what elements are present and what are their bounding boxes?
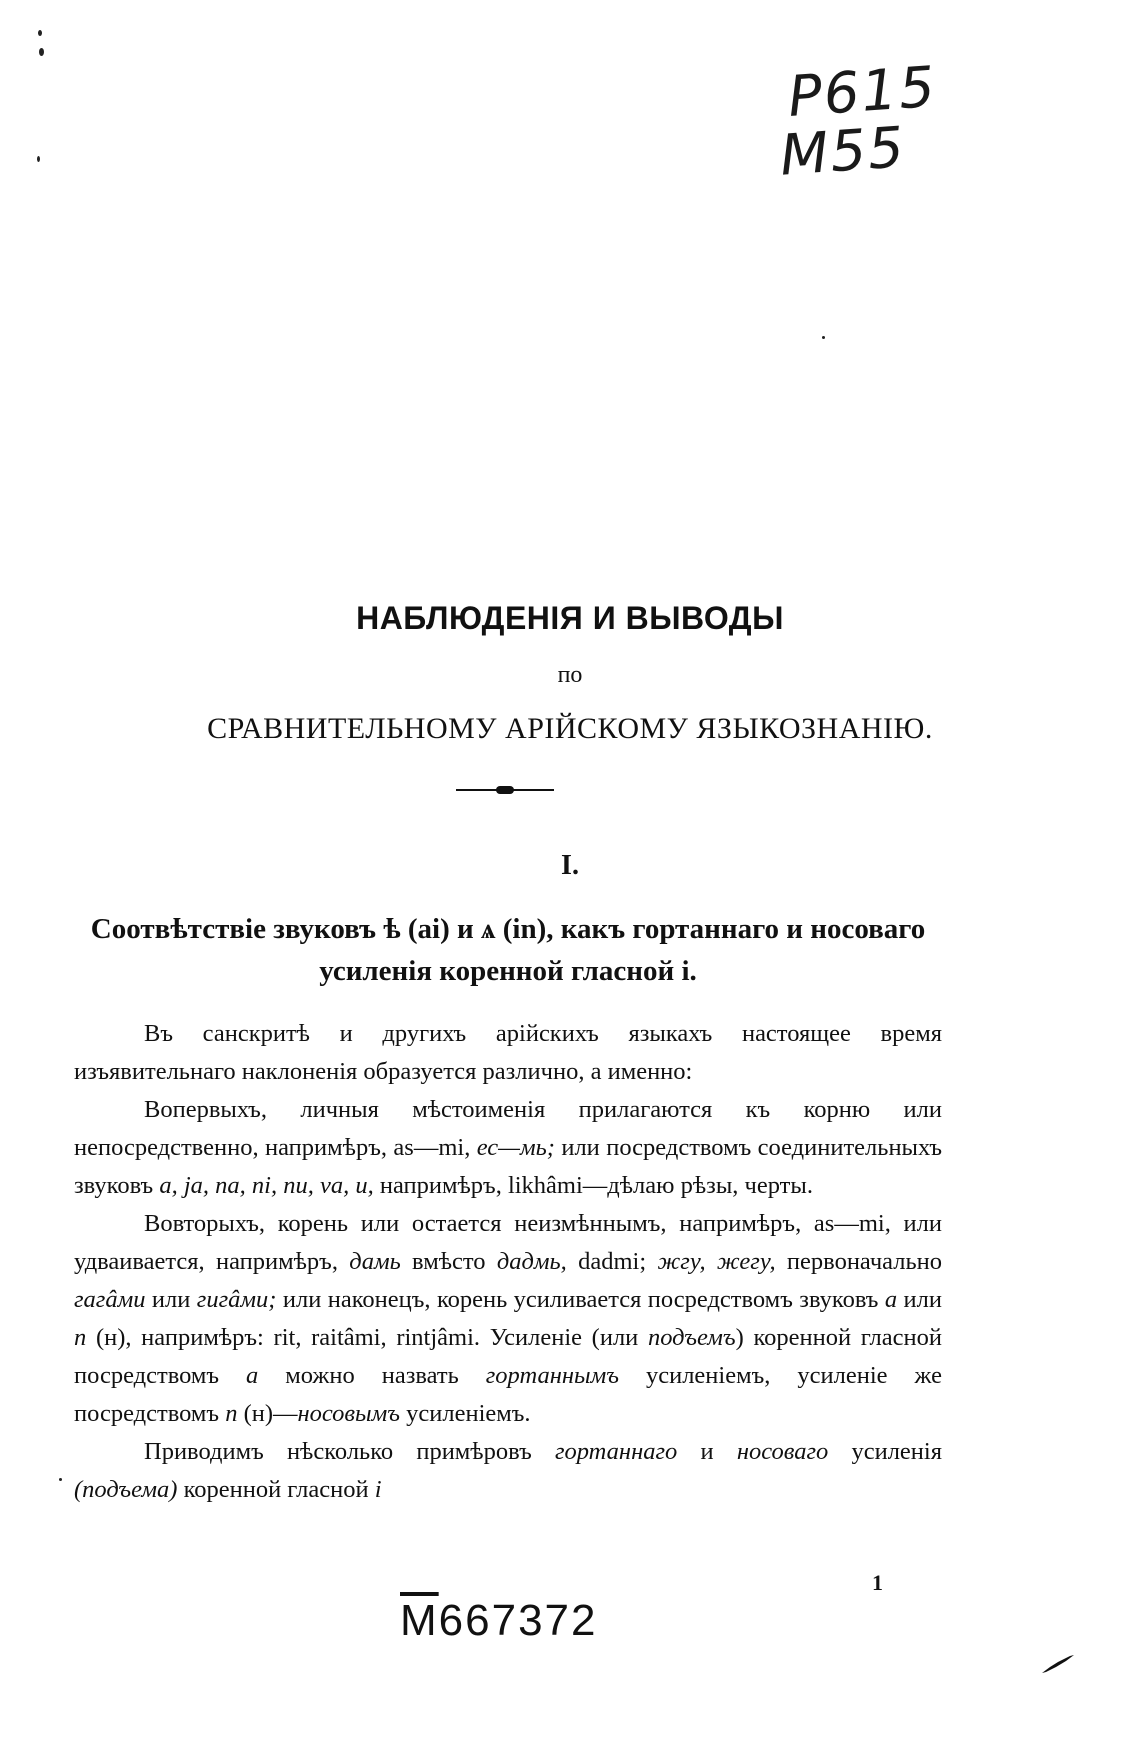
text-run: dadmi; (566, 1248, 658, 1275)
text-run: вмѣсто (400, 1248, 497, 1275)
italic-run: і (374, 1476, 382, 1503)
italic-run: n (74, 1324, 87, 1351)
text-run: или (897, 1286, 943, 1313)
text-run: Вовторыхъ, корень или остается неизмѣннымъ, напримѣръ, as—mi, или удваивается, напримѣръ, (74, 1210, 942, 1275)
text-run: можно назвать (258, 1362, 486, 1389)
italic-run: ес—мь; (476, 1134, 555, 1161)
italic-run: дамь (349, 1248, 401, 1275)
text-run: или наконецъ, корень усиливается посредствомъ звуковъ (276, 1286, 885, 1313)
ornament-mark (496, 786, 514, 794)
section-heading: Соотвѣтствіе звуковъ ѣ (ai) и ѧ (in), какъ гортаннаго и носоваго усиленія коренной гласной і. (90, 913, 926, 987)
italic-run: гагâми (74, 1286, 146, 1313)
scan-speck (822, 336, 825, 339)
text-run: усиленіемъ. (400, 1400, 531, 1427)
italic-run: жгу, жегу, (657, 1248, 776, 1275)
paragraph-4 (74, 1433, 942, 1509)
text-run: или посредствомъ соединительныхъ звуковъ (74, 1134, 942, 1199)
italic-run: гортаннаго (554, 1438, 678, 1465)
paragraph-1: Въ санскритѣ и другихъ арійскихъ языкахъ настоящее время изъявительнаго наклоненія образуется различно, а именно: (74, 1020, 942, 1085)
italic-run: a (246, 1362, 259, 1389)
italic-run: носоваго (736, 1438, 829, 1465)
section-number: I. (561, 850, 579, 881)
italic-run: гигâми; (196, 1286, 277, 1313)
call-number-line-2: M55 (777, 115, 908, 189)
italic-run: a (884, 1286, 898, 1313)
italic-run: n (225, 1400, 238, 1427)
ornament-divider (456, 784, 554, 796)
text-run: Приводимъ нѣсколько примѣровъ (144, 1438, 555, 1465)
text-run: Вопервыхъ, личныя мѣстоименія прилагаются къ корню или непосредственно, напримѣръ, as—mi, (74, 1096, 942, 1161)
page-number: 1 (872, 1570, 883, 1595)
subtitle: СРАВНИТЕЛЬНОМУ АРІЙСКОМУ ЯЗЫКОЗНАНІЮ. (207, 712, 933, 745)
scan-speck (38, 30, 42, 36)
handwritten-call-number (777, 54, 994, 189)
italic-run: a, ja, na, ni, nu, va, u, (159, 1172, 374, 1199)
paragraph-2 (74, 1091, 942, 1205)
text-run: и (677, 1438, 737, 1465)
scan-speck (37, 156, 40, 162)
text-run: напримѣръ, likhâmi—дѣлаю рѣзы, черты. (373, 1172, 813, 1199)
text-run: или (145, 1286, 197, 1313)
scan-speck (39, 48, 44, 56)
paragraph-3 (74, 1205, 942, 1433)
text-run: усиленіемъ, усиленіе же посредствомъ (74, 1362, 942, 1427)
text-run: (н), напримѣръ: rit, raitâmi, rintjâmi. Усиленіе (или (86, 1324, 648, 1351)
library-stamp (400, 1596, 597, 1646)
stamp-digits: 667372 (438, 1596, 598, 1645)
italic-run: (подъема) (74, 1476, 178, 1503)
text-run: (н)— (237, 1400, 298, 1427)
stamp-prefix: $\overline{M}$ (400, 1596, 439, 1645)
pen-mark-icon (1040, 1653, 1076, 1675)
text-run: ) коренной гласной посредствомъ (74, 1324, 943, 1389)
italic-run: гортаннымъ (485, 1362, 619, 1389)
body-text (74, 1015, 942, 1509)
italic-run: подъемъ (648, 1324, 736, 1351)
subtitle-preposition: по (557, 662, 583, 688)
text-run: первоначально (775, 1248, 942, 1275)
call-number-line-1: P615 (785, 54, 939, 130)
scan-speck (59, 1478, 62, 1481)
text-run: коренной гласной (177, 1476, 375, 1503)
text-run: усиленія (828, 1438, 942, 1465)
italic-run: носовымъ (297, 1400, 400, 1427)
page-title: НАБЛЮДЕНІЯ И ВЫВОДЫ (356, 600, 784, 636)
italic-run: дадмь, (496, 1248, 567, 1275)
